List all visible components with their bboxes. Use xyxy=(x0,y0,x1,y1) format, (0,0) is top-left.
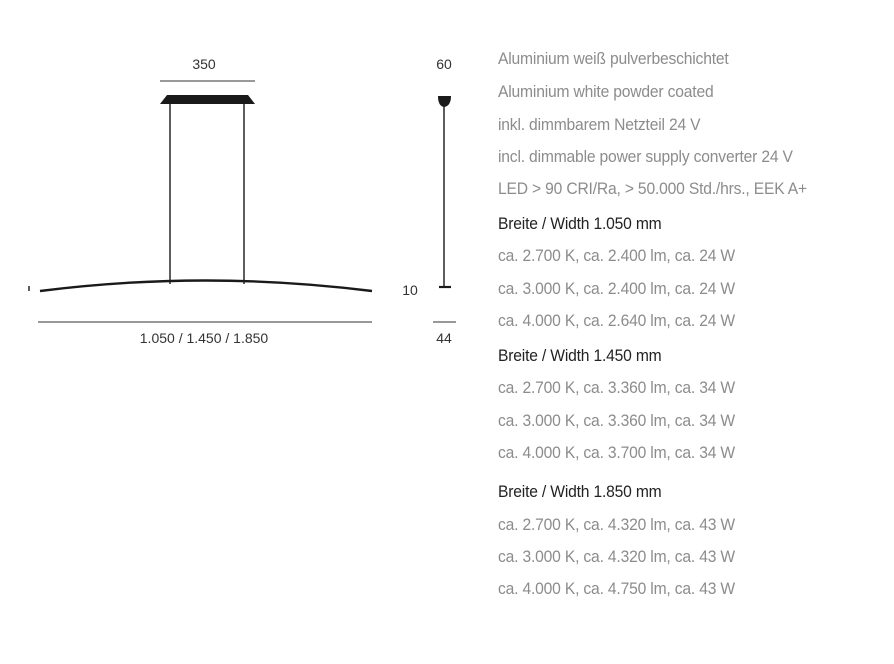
variant-row: ca. 2.700 K, ca. 4.320 lm, ca. 43 W xyxy=(498,515,735,534)
variant-row: ca. 3.000 K, ca. 4.320 lm, ca. 43 W xyxy=(498,547,735,566)
variant-row: ca. 4.000 K, ca. 4.750 lm, ca. 43 W xyxy=(498,579,735,598)
variant-heading: Breite / Width 1.450 mm xyxy=(498,346,662,365)
material-german: Aluminium weiß pulverbeschichtet xyxy=(498,49,729,68)
top-width-label: 350 xyxy=(192,56,216,72)
variant-heading: Breite / Width 1.050 mm xyxy=(498,214,662,233)
variant-row: ca. 2.700 K, ca. 3.360 lm, ca. 34 W xyxy=(498,378,735,397)
variant-row: ca. 3.000 K, ca. 2.400 lm, ca. 24 W xyxy=(498,279,735,298)
ceiling-canopy xyxy=(160,95,255,104)
variant-heading: Breite / Width 1.850 mm xyxy=(498,482,662,501)
side-canopy xyxy=(438,96,451,107)
driver-german: inkl. dimmbarem Netzteil 24 V xyxy=(498,115,701,134)
luminaire-arc xyxy=(40,281,372,292)
variant-row: ca. 4.000 K, ca. 2.640 lm, ca. 24 W xyxy=(498,311,735,330)
variant-row: ca. 2.700 K, ca. 2.400 lm, ca. 24 W xyxy=(498,246,735,265)
length-label: 1.050 / 1.450 / 1.850 xyxy=(139,330,269,346)
top-height-label: 60 xyxy=(436,56,452,72)
driver-english: incl. dimmable power supply converter 24 V xyxy=(498,147,793,166)
variant-row: ca. 4.000 K, ca. 3.700 lm, ca. 34 W xyxy=(498,443,735,462)
variant-row: ca. 3.000 K, ca. 3.360 lm, ca. 34 W xyxy=(498,411,735,430)
led-spec: LED > 90 CRI/Ra, > 50.000 Std./hrs., EEK A+ xyxy=(498,179,807,198)
bar-thickness-label: 10 xyxy=(402,282,418,298)
material-english: Aluminium white powder coated xyxy=(498,82,714,101)
overall-height-label: 44 xyxy=(436,330,452,346)
